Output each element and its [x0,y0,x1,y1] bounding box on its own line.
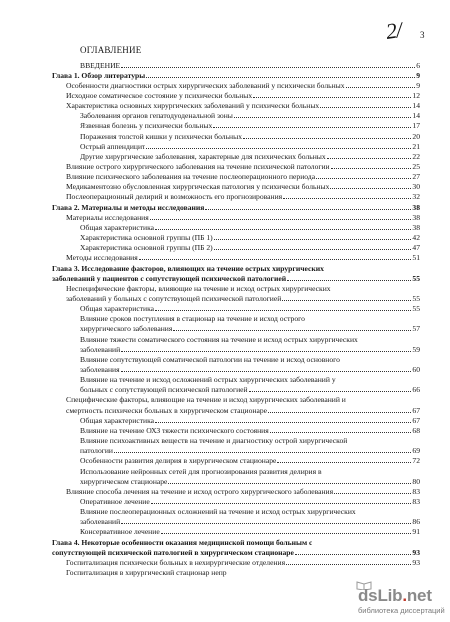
toc-entry-title: Глава 4. Некоторые особенности оказания медицинской помощи больным с [52,537,313,547]
toc-leader-dots [121,345,411,352]
toc-entry-title: Характеристика основных хирургических заболеваний у психически больных [66,101,320,111]
toc-leader-dots [270,426,412,433]
toc-entry-page: 55 [412,293,420,303]
toc-entry [80,527,420,536]
toc-entry-title: больных с сопутствующей психической патологией [80,385,248,395]
toc-heading: ОГЛАВЛЕНИЕ [80,45,142,55]
toc-leader-dots [121,61,415,68]
toc-entry-title: Неспецифические факторы, влияющие на течение и исход острых хирургических [66,283,331,293]
toc-entry [80,467,420,476]
toc-entry [80,507,420,516]
toc-entry [66,294,420,303]
toc-entry [66,284,420,293]
toc-entry [80,375,420,384]
toc-leader-dots [249,385,412,392]
toc-entry [80,335,420,344]
toc-leader-dots [243,132,411,139]
toc-entry-title: заболевания [80,365,120,374]
toc-entry [66,182,420,191]
toc-leader-dots [277,456,411,463]
toc-entry-page: 57 [412,324,420,334]
toc-entry-page: 80 [412,476,420,486]
toc-leader-dots [114,446,411,453]
toc-leader-dots [331,162,412,169]
toc-entry-title: Глава 1. Обзор литературы [52,70,146,80]
toc-entry [52,203,420,212]
page-number: 3 [420,30,425,40]
toc-leader-dots [155,223,411,230]
toc-entry [80,243,420,252]
toc-entry-page: 51 [412,253,420,263]
toc-entry-page: 32 [412,192,420,202]
toc-entry-title: Особенности развития делирия в хирургическом стационаре [80,456,277,466]
toc-entry [80,477,420,486]
toc-entry-page: 69 [412,446,420,456]
dslib-logo: dsLib.net [358,586,432,605]
toc-leader-dots [214,243,412,250]
toc-leader-dots [168,477,411,484]
toc-entry [80,132,420,141]
toc-entry [66,101,420,110]
toc-leader-dots [283,192,411,199]
toc-leader-dots [139,253,412,260]
toc-entry [66,568,420,577]
toc-leader-dots [316,172,411,179]
toc-entry-title: Влияние сроков поступления в стационар на течение и исход острого [80,314,305,324]
toc-entry-title: Госпитализация психически больных в нехирургические отделения [66,557,286,567]
toc-entry-page: 55 [412,273,420,283]
toc-entry-title: Влияние на течение и исход осложнений острых хирургических заболеваний у [80,375,336,385]
toc-entry-title: Влияние послеоперационных осложнений на течение и исход острых хирургических [80,507,356,517]
toc-entry [66,162,420,171]
toc-entry-title: Острый аппендицит [80,141,146,151]
toc-entry-title: Материалы исследования [66,212,149,222]
toc-entry [80,355,420,364]
dslib-subtitle: библиотека диссертаций [358,606,445,615]
toc-entry [66,192,420,201]
toc-leader-dots [121,365,412,372]
toc-entry-title: Характеристика основной группы (ПБ 2) [80,243,213,253]
toc-entry-title: Влияние психического заболевания на течение послеоперационного периода [66,172,316,182]
toc-entry [52,548,420,557]
toc-entry-title: Методы исследования [66,253,138,263]
toc-entry-title: хирургическом стационаре [80,476,168,486]
toc-entry [80,61,420,70]
toc-entry-page: 67 [412,405,420,415]
toc-entry [80,314,420,323]
toc-leader-dots [295,548,412,555]
toc-leader-dots [214,233,412,240]
toc-entry [80,456,420,465]
toc-entry [66,395,420,404]
toc-entry-page: 9 [416,70,420,80]
toc-entry [80,365,420,374]
toc-entry [66,172,420,181]
toc-entry-title: Глава 3. Исследование факторов, влияющих на течение острых хирургических [52,263,324,273]
toc-entry [80,416,420,425]
toc-leader-dots [121,517,411,524]
toc-entry-page: 30 [412,182,420,192]
toc-entry-title: Другие хирургические заболевания, характерные для психических больных [80,151,326,161]
toc-entry-page: 42 [412,233,420,243]
toc-entry [66,406,420,415]
toc-leader-dots [234,111,412,118]
toc-entry [80,152,420,161]
toc-entry-page: 12 [412,90,420,100]
toc-entry-title: Влияние тяжести соматического состояния на течение и исход острых хирургических [80,334,358,344]
toc-leader-dots [253,91,411,98]
toc-entry [80,426,420,435]
dslib-watermark [358,586,448,618]
toc-leader-dots [330,182,411,189]
toc-entry-title: Особенности диагностики острых хирургических заболеваний у психически больных [66,80,345,90]
toc-entry-title: Общая характеристика [80,304,155,314]
toc-entry [80,324,420,333]
toc-leader-dots [150,213,412,220]
toc-entry-title: Специфические факторы, влияющие на течение и исход хирургических заболеваний и [66,395,346,405]
toc-entry-page: 66 [412,385,420,395]
toc-leader-dots [173,324,411,331]
toc-leader-dots [146,142,411,149]
toc-entry [52,538,420,547]
toc-entry-page: 14 [412,101,420,111]
toc-entry-page: 68 [412,425,420,435]
toc-entry [80,223,420,232]
toc-entry-title: Влияние острого хирургического заболевания на течение психической патологии [66,162,330,171]
toc-entry-title: ВВЕДЕНИЕ [80,60,121,70]
toc-entry [66,487,420,496]
toc-entry-page: 67 [412,415,420,425]
toc-leader-dots [327,152,412,159]
toc-entry-page: 17 [412,121,420,131]
toc-entry-page: 25 [412,162,420,171]
toc-entry-title: Характеристика основной группы (ПБ 1) [80,233,213,243]
toc-entry-title: заболеваний [80,344,121,354]
toc-entry [66,81,420,90]
toc-entry-page: 38 [412,202,420,212]
toc-entry-title: Поражения толстой кишки у психически больных [80,131,243,141]
toc-leader-dots [346,81,416,88]
toc-entry-page: 91 [412,527,420,537]
toc-entry-title: Послеоперационный делирий и возможность его прогнозирования [66,192,283,202]
toc-entry-title: Оперативное лечение [80,496,150,506]
toc-entry-title: Влияние способа лечения на течение и исход острого хирургического заболевания [66,486,334,496]
toc-entry-title: Консервативное лечение [80,527,160,537]
toc-entry-title: Глава 2. Материалы и методы исследования [52,202,205,212]
toc-leader-dots [205,203,411,210]
toc-leader-dots [146,71,415,78]
toc-entry-title: Использование нейронных сетей для прогнозирования развития делирия в [80,466,322,476]
toc-leader-dots [155,416,411,423]
toc-entry-title: Влияние сопутствующей соматической патологии на течение и исход основного [80,354,340,364]
toc-entry [52,71,420,80]
toc-entry-title: Госпитализация в хирургический стационар непр [66,568,227,577]
toc-entry-title: Влияние на течение ОХЗ тяжести психического состояния [80,425,269,435]
toc-entry-page: 93 [412,547,420,557]
toc-leader-dots [151,497,412,504]
toc-entry [80,111,420,120]
toc-entry [80,345,420,354]
toc-entry-title: Заболевания органов гепатодуоденальной зоны [80,111,233,121]
toc-entry-page: 38 [412,222,420,232]
toc-entry-page: 83 [412,496,420,506]
toc-entry-page: 60 [412,365,420,374]
toc-entry-title: Влияние психоактивных веществ на течение и диагностику острой хирургической [80,436,348,446]
toc-entry [66,213,420,222]
toc-entry-title: Общая характеристика [80,415,155,425]
toc-entry-title: Исходное соматическое состояние у психически больных [66,90,253,100]
toc-leader-dots [334,487,411,494]
toc-entry-page: 21 [412,141,420,151]
toc-entry-title: патологии [80,446,113,456]
toc-entry-page: 6 [416,60,420,70]
toc-entry [66,558,420,567]
toc-entry [80,446,420,455]
toc-entry [80,497,420,506]
toc-entry-page: 59 [412,344,420,354]
toc-leader-dots [282,294,411,301]
toc-leader-dots [161,527,412,534]
toc-entry-title: заболеваний у пациентов с сопутствующей психической патологией [52,273,287,283]
toc-entry [80,436,420,445]
toc-entry-title: сопутствующей психической патологией в хирургическом стационаре [52,547,294,557]
toc-entry-page: 55 [412,304,420,314]
toc-entry [80,304,420,313]
toc-leader-dots [287,274,411,281]
toc-entry-title: Язвенная болезнь у психически больных [80,121,213,131]
toc-entry-title: Общая характеристика [80,222,155,232]
toc-entry [66,91,420,100]
toc-entry-page: 72 [412,456,420,466]
toc-leader-dots [320,101,411,108]
toc-entry-title: хирургического заболевания [80,324,173,334]
toc-entry-page: 14 [412,111,420,121]
toc-entry-title: заболеваний у больных с сопутствующей психической патологией [66,293,282,303]
toc-entry [80,517,420,526]
toc-entry-page: 9 [416,80,420,90]
toc-entry [80,142,420,151]
toc-entry-page: 83 [412,486,420,496]
toc-leader-dots [213,121,411,128]
toc-leader-dots [286,558,411,565]
toc-leader-dots [268,406,411,413]
toc-entry-title: смертность психически больных в хирургическом стационаре [66,405,267,415]
toc-entry [80,233,420,242]
toc-entry-page: 38 [412,212,420,222]
toc-entry-title: заболеваний [80,517,121,527]
toc-entry-page: 47 [412,243,420,253]
toc-entry-page: 86 [412,517,420,527]
toc-entry-title: Медикаментозно обусловленная хирургическая патология у психически больных [66,182,330,192]
toc-entry-page: 22 [412,151,420,161]
toc-entry-page: 93 [412,557,420,567]
toc-entry [80,121,420,130]
handwritten-page-mark: 2/ [384,17,403,44]
toc-entry [52,264,420,273]
toc-entry [80,385,420,394]
toc-entry [66,253,420,262]
toc-entry [52,274,420,283]
toc-entry-page: 20 [412,131,420,141]
toc-leader-dots [155,304,411,311]
toc-entry-page: 27 [412,172,420,182]
